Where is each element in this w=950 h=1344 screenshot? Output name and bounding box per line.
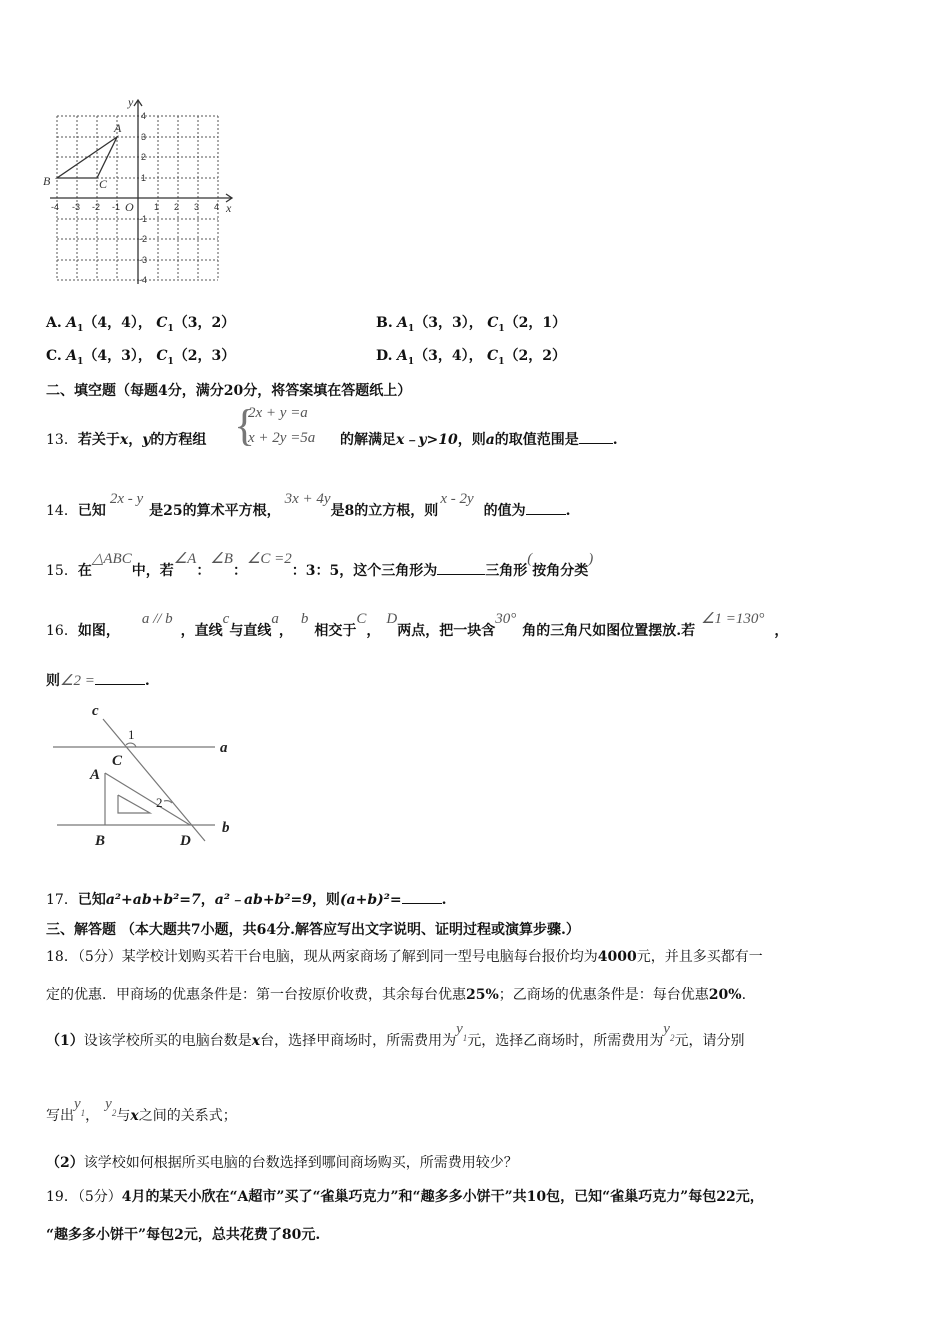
equation-brace: { [234,401,256,450]
svg-text:4: 4 [141,111,147,121]
section-2-title: 二、填空题（每题4分，满分20分，将答案填在答题纸上） [46,383,412,399]
point-a-label: A [114,121,122,135]
svg-text:-3: -3 [72,202,81,212]
svg-text:-1: -1 [139,214,148,224]
point-d-label: D [180,833,191,849]
question-19-line1: 19．（5分）4月的某天小欣在“A超市”买了“雀巢巧克力”和“趣多多小饼干”共10包，已知“雀巢巧克力”每包22元， [46,1189,764,1205]
question-17: 17．已知a²+ab+b²=7，a²﹣ab+b²=9，则(a+b)²= . [46,892,447,908]
question-15: 15．在△ABC中，若∠A：∠B：∠C =2：3：5，这个三角形为 三角形(按角分类) [46,551,594,579]
angle-1-label: 1 [128,727,135,742]
option-b: B. $A_1(3$，3）， $C_1(2$，1） [376,315,567,334]
option-a: A. $A_1(4$，4）， $C_1(3$，2） [46,315,236,334]
svg-text:-1: -1 [112,202,121,212]
svg-text:-4: -4 [51,202,60,212]
question-18-line1: 18．（5分）某学校计划购买若干台电脑，现从两家商场了解到同一型号电脑每台报价均为4000元，并且多买都有一 [46,949,763,965]
option-d: D. $A_1(3$，4）， $C_1(2$，2） [376,348,566,367]
svg-text:y: y [128,95,134,109]
question-16: 16．如图，a // b，直线c与直线a，b相交于C，D两点，把一块含30°角的三角尺如图位置摆放.若∠1 =130°， [46,611,789,639]
point-c-label: C [112,753,123,769]
svg-text:2: 2 [141,152,147,162]
parallel-lines-figure [40,695,250,855]
answer-blank[interactable] [579,431,613,444]
svg-text:4: 4 [214,202,220,212]
svg-text:-4: -4 [139,275,148,285]
point-b-label: B [95,833,106,849]
point-c-label: C [99,177,108,191]
line-a-label: a [220,740,228,756]
svg-text:-3: -3 [139,255,148,265]
svg-text:3: 3 [141,132,147,142]
question-16-line2: 则∠2 = . [46,673,150,689]
coordinate-grid-figure [40,92,240,288]
line-c-label: c [92,703,99,719]
angle-2-label: 2 [156,795,163,810]
answer-blank[interactable] [437,562,485,575]
question-18-part2: （2）该学校如何根据所买电脑的台数选择到哪间商场购买，所需费用较少？ [46,1155,518,1171]
question-18-part1: （1）设该学校所买的电脑台数是x台，选择甲商场时，所需费用为$y_1$元，选择乙商场时，所需费用为$y_2$元，请分别 [46,1021,745,1049]
svg-text:-2: -2 [139,234,148,244]
equation-2: x + 2y =5a [248,430,316,446]
question-14: 14．已知2x - y是25的算术平方根，3x + 4y是8的立方根，则x - 2y的值为 . [46,491,571,519]
question-19-line2: “趣多多小饼干”每包2元，总共花费了80元. [46,1227,321,1243]
question-18-part1-line2: 写出$y_1$，$y_2$与x之间的关系式； [46,1096,237,1124]
svg-text:1: 1 [154,202,160,212]
svg-text:2: 2 [174,202,180,212]
answer-blank[interactable] [526,502,566,515]
point-b-label: B [43,174,51,188]
question-18-line2: 定的优惠．甲商场的优惠条件是：第一台按原价收费，其余每台优惠25%；乙商场的优惠条件是：每台优惠20%. [46,987,747,1003]
answer-blank[interactable] [402,891,442,904]
point-a-label: A [90,767,101,783]
svg-text:3: 3 [194,202,200,212]
svg-text:1: 1 [141,173,147,183]
equation-1: 2x + y =a [248,405,308,421]
line-b-label: b [222,820,230,836]
section-3-title: 三、解答题 （本大题共7小题，共64分.解答应写出文字说明、证明过程或演算步骤.） [46,922,580,938]
svg-text:O: O [125,200,134,214]
svg-text:-2: -2 [92,202,101,212]
answer-blank[interactable] [95,672,145,685]
option-c: C. $A_1(4$，3）， $C_1(2$，3） [46,348,236,367]
svg-text:x: x [226,201,232,215]
